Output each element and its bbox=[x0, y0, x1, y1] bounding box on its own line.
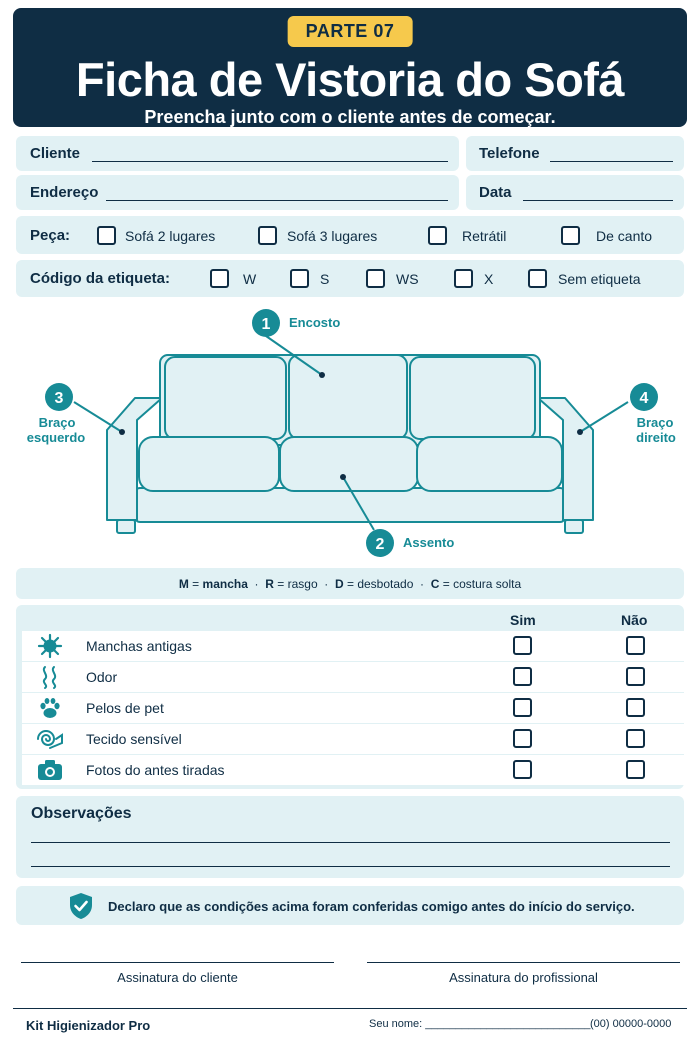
checklist-row bbox=[22, 724, 684, 754]
code-option-label: Sem etiqueta bbox=[558, 271, 641, 287]
piece-option-label: Sofá 2 lugares bbox=[125, 228, 216, 244]
address-line bbox=[106, 200, 448, 201]
notes-line bbox=[31, 866, 670, 867]
client-line bbox=[92, 161, 448, 162]
label-code-label: Código da etiqueta: bbox=[30, 270, 170, 287]
pet-hair-no-checkbox[interactable] bbox=[626, 698, 645, 717]
back-cushion-right bbox=[410, 357, 535, 439]
paw-icon bbox=[36, 695, 64, 721]
page-subtitle: Preencha junto com o cliente antes de começar. bbox=[144, 107, 556, 127]
checklist-row bbox=[22, 662, 684, 692]
client-signature-label: Assinatura do cliente bbox=[117, 970, 238, 985]
back-cushion-left bbox=[165, 357, 286, 439]
professional-signature-label: Assinatura do profissional bbox=[449, 970, 598, 985]
code-checkbox-s[interactable] bbox=[290, 269, 309, 288]
page-title: Ficha de Vistoria do Sofá bbox=[75, 53, 625, 106]
before-photos-no-checkbox[interactable] bbox=[626, 760, 645, 779]
stain-icon bbox=[36, 633, 64, 659]
callout-label-left-arm-1: Braço bbox=[38, 415, 76, 430]
stains-yes-checkbox[interactable] bbox=[513, 636, 532, 655]
before-photos-yes-checkbox[interactable] bbox=[513, 760, 532, 779]
notes-line bbox=[31, 842, 670, 843]
phone-label: Telefone bbox=[479, 145, 540, 162]
callout-number: 4 bbox=[639, 390, 649, 407]
damage-legend: M = mancha · R = rasgo · D = desbotado · C = costura solta bbox=[178, 577, 522, 591]
notes-title: Observações bbox=[31, 805, 132, 822]
piece-type-panel bbox=[16, 216, 684, 254]
professional-signature-line[interactable] bbox=[367, 962, 680, 963]
date-label: Data bbox=[479, 184, 512, 201]
checklist-item-label: Tecido sensível bbox=[86, 731, 182, 747]
odor-yes-checkbox[interactable] bbox=[513, 667, 532, 686]
seat-cushion-left bbox=[139, 437, 279, 491]
sofa-base bbox=[135, 488, 565, 522]
column-header-no: Não bbox=[621, 612, 648, 628]
camera-icon bbox=[36, 757, 64, 783]
checklist-item-label: Fotos do antes tiradas bbox=[86, 762, 225, 778]
piece-option-checkbox-retractable[interactable] bbox=[428, 226, 447, 245]
client-signature-line[interactable] bbox=[21, 962, 334, 963]
checklist-item-label: Odor bbox=[86, 669, 118, 685]
phone-field[interactable] bbox=[466, 136, 684, 171]
client-label: Cliente bbox=[30, 145, 81, 162]
client-field[interactable] bbox=[16, 136, 459, 171]
checklist-row bbox=[22, 631, 684, 661]
piece-type-label: Peça: bbox=[30, 227, 71, 244]
checklist-row bbox=[22, 755, 684, 785]
footer-divider bbox=[13, 1008, 687, 1009]
phone-line bbox=[550, 161, 673, 162]
piece-option-label: Sofá 3 lugares bbox=[287, 228, 378, 244]
piece-option-checkbox-3-seats[interactable] bbox=[258, 226, 277, 245]
header-banner bbox=[13, 8, 687, 127]
fabric-roll-icon bbox=[36, 726, 64, 752]
callout-label-left-arm-2: esquerdo bbox=[26, 430, 86, 445]
checklist-item-label: Manchas antigas bbox=[86, 638, 192, 654]
sofa-foot-left bbox=[117, 520, 135, 533]
code-option-label: S bbox=[320, 271, 330, 287]
footer-your-name: Seu nome: ___________________________ bbox=[369, 1018, 591, 1030]
callout-number: 1 bbox=[261, 316, 271, 333]
address-label: Endereço bbox=[30, 184, 99, 201]
column-header-yes: Sim bbox=[510, 612, 536, 628]
code-option-label: X bbox=[484, 271, 494, 287]
code-option-label: WS bbox=[396, 271, 419, 287]
sofa-foot-right bbox=[565, 520, 583, 533]
address-field[interactable] bbox=[16, 175, 459, 210]
pet-hair-yes-checkbox[interactable] bbox=[513, 698, 532, 717]
odor-icon bbox=[36, 664, 64, 690]
callout-label-right-arm-1: Braço bbox=[636, 415, 674, 430]
code-option-label: W bbox=[243, 271, 257, 287]
label-code-panel bbox=[16, 260, 684, 297]
sensitive-fabric-no-checkbox[interactable] bbox=[626, 729, 645, 748]
footer-phone: (00) 00000-0000 bbox=[590, 1018, 672, 1030]
callout-number: 3 bbox=[54, 390, 64, 407]
date-line bbox=[523, 200, 673, 201]
part-badge: PARTE 07 bbox=[288, 16, 413, 47]
sofa-diagram bbox=[0, 300, 700, 570]
shield-check-icon bbox=[68, 892, 94, 920]
piece-option-label: Retrátil bbox=[462, 228, 507, 244]
code-checkbox-w[interactable] bbox=[210, 269, 229, 288]
back-cushion-middle bbox=[289, 355, 407, 439]
checklist-row bbox=[22, 693, 684, 723]
callout-label-right-arm-2: direito bbox=[636, 430, 676, 445]
checklist-item-label: Pelos de pet bbox=[86, 700, 164, 716]
date-field[interactable] bbox=[466, 175, 684, 210]
seat-cushion-right bbox=[417, 437, 562, 491]
footer-brand: Kit Higienizador Pro bbox=[26, 1018, 151, 1033]
odor-no-checkbox[interactable] bbox=[626, 667, 645, 686]
code-checkbox-ws[interactable] bbox=[366, 269, 385, 288]
callout-label-backrest: Encosto bbox=[289, 315, 341, 330]
sensitive-fabric-yes-checkbox[interactable] bbox=[513, 729, 532, 748]
code-checkbox-x[interactable] bbox=[454, 269, 473, 288]
piece-option-label: De canto bbox=[596, 228, 653, 244]
stains-no-checkbox[interactable] bbox=[626, 636, 645, 655]
declaration-text: Declaro que as condições acima foram conferidas comigo antes do início do serviço. bbox=[108, 899, 635, 914]
piece-option-checkbox-corner[interactable] bbox=[561, 226, 580, 245]
code-checkbox-no-label[interactable] bbox=[528, 269, 547, 288]
callout-number: 2 bbox=[375, 536, 385, 553]
seat-cushion-middle bbox=[280, 437, 418, 491]
piece-option-checkbox-2-seats[interactable] bbox=[97, 226, 116, 245]
callout-label-seat: Assento bbox=[403, 535, 455, 550]
